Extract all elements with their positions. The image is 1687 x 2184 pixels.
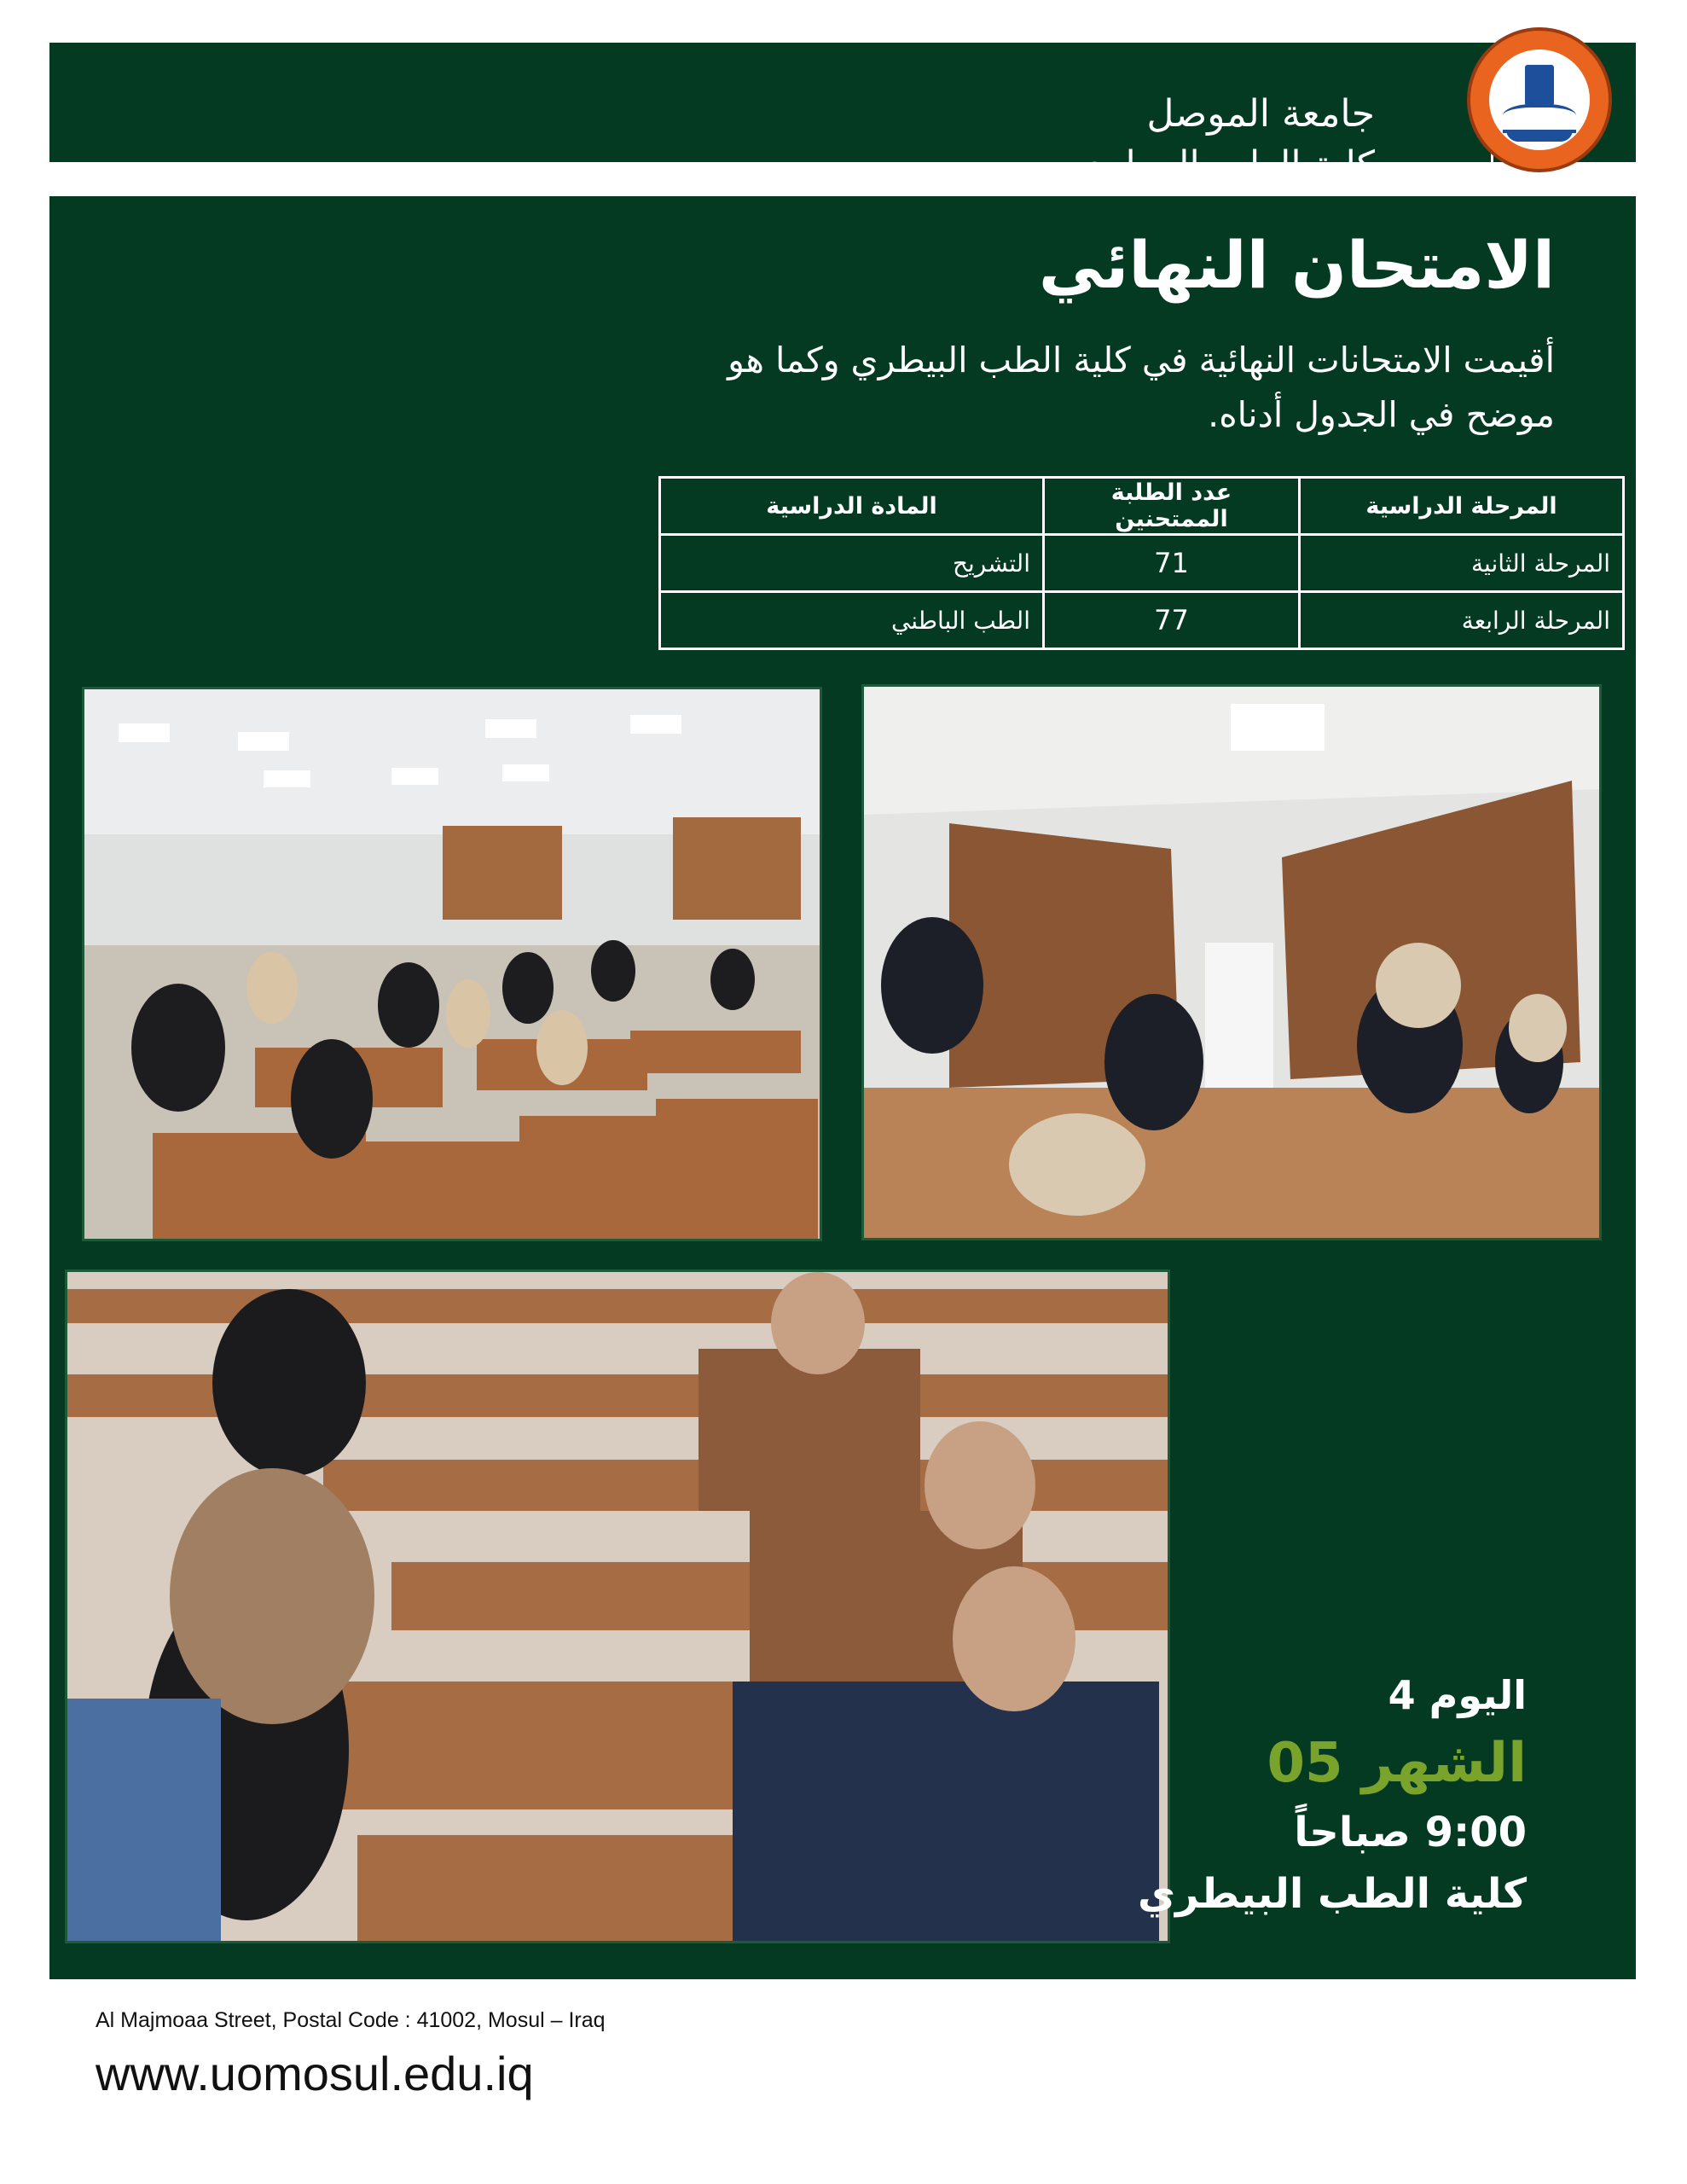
- footer-website-link[interactable]: www.uomosul.edu.iq: [96, 2047, 534, 2100]
- cell-stage: المرحلة الثانية: [1300, 535, 1624, 592]
- cell-stage: المرحلة الرابعة: [1300, 592, 1624, 649]
- cell-subject: التشريح: [660, 535, 1044, 592]
- exam-hall-image: [67, 1272, 1168, 1941]
- exam-place: كلية الطب البيطري: [1138, 1870, 1527, 1918]
- table-header-row: [660, 478, 1624, 535]
- header-count: عدد الطلبة الممتحنين: [1044, 478, 1300, 535]
- header-subject: المادة الدراسية: [660, 478, 1044, 535]
- exam-hall-photo-2: [861, 684, 1602, 1240]
- exam-table: [658, 476, 1625, 650]
- university-name: جامعة الموصل: [1146, 92, 1375, 136]
- exam-time: 9:00 صباحاً: [1294, 1809, 1527, 1856]
- university-logo-icon: [1467, 27, 1612, 172]
- cell-count: 77: [1044, 592, 1300, 649]
- header-stage: المرحلة الدراسية: [1300, 478, 1624, 535]
- cell-count: 71: [1044, 535, 1300, 592]
- footer-address: Al Majmoaa Street, Postal Code : 41002, Mosul – Iraq: [96, 2008, 606, 2032]
- cell-subject: الطب الباطني: [660, 592, 1044, 649]
- table-row: [660, 592, 1624, 649]
- exam-month: الشهر 05: [1267, 1732, 1527, 1795]
- table-row: [660, 535, 1624, 592]
- exam-hall-photo-1: [82, 687, 822, 1241]
- intro-paragraph: أقيمت الامتحانات النهائية في كلية الطب البيطري وكما هو موضح في الجدول أدناه.: [728, 340, 1555, 435]
- main-panel: [49, 196, 1636, 1979]
- exam-hall-image: [864, 687, 1599, 1238]
- header-band: [49, 43, 1636, 187]
- college-name: كلية الطب البيطري: [1074, 143, 1375, 187]
- exam-hall-photo-3: [65, 1269, 1170, 1943]
- exam-day: اليوم 4: [1388, 1672, 1527, 1718]
- page-title: الامتحان النهائي: [1038, 227, 1555, 303]
- exam-hall-image: [84, 689, 820, 1239]
